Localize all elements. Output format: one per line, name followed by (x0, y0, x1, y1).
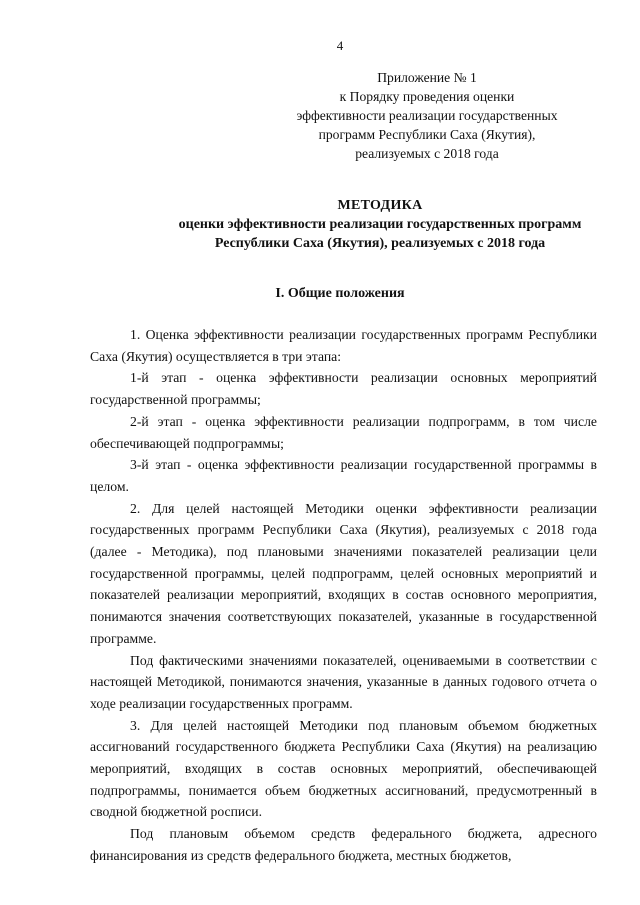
paragraph: 3-й этап - оценка эффективности реализации государственной программы в целом. (90, 457, 597, 494)
paragraph: 3. Для целей настоящей Методики под плановым объемом бюджетных ассигнований государственного бюджета Республики Саха (Якутия) на реализацию мероприятий, входящих в состав основных мероприятий, обеспечивающей подпрограммы, понимается объем бюджетных ассигнований, предусмотренный в сводной бюджетной росписи. (90, 717, 597, 820)
title-line: оценки эффективности реализации государственных программ (178, 217, 582, 232)
appendix-line: Приложение № 1 (377, 70, 477, 85)
document-title (60, 196, 640, 253)
section-heading: I. Общие положения (275, 286, 405, 301)
body-text (90, 324, 597, 867)
paragraph: Под фактическими значениями показателей, оцениваемыми в соответствии с настоящей Методикой, понимаются значения, указанные в данных годового отчета о ходе реализации государственных программ. (90, 652, 597, 711)
paragraph: 1. Оценка эффективности реализации государственных программ Республики Саха (Якутия) осуществляется в три этапа: (90, 327, 597, 364)
title-main: МЕТОДИКА (337, 198, 423, 213)
paragraph: 2. Для целей настоящей Методики оценки эффективности реализации государственных программ Республики Саха (Якутия), реализуемых с 2018 года (далее - Методика), под плановыми значениями показателей реализации цели государственной программы, целей подпрограмм, целей основных мероприятий и показателей реализации мероприятий, входящих в состав основного мероприятия, понимаются значения соответствующих показателей, указанные в государственной программе. (90, 500, 597, 646)
appendix-reference (262, 68, 592, 163)
page-number: 4 (336, 38, 344, 53)
appendix-line: эффективности реализации государственных (296, 108, 558, 123)
paragraph: Под плановым объемом средств федерального бюджета, адресного финансирования из средств федерального бюджета, местных бюджетов, (90, 826, 597, 863)
appendix-line: программ Республики Саха (Якутия), (318, 127, 536, 142)
paragraph: 1-й этап - оценка эффективности реализации основных мероприятий государственной программы; (90, 370, 597, 408)
title-line: Республики Саха (Якутия), реализуемых с 2018 года (214, 236, 546, 251)
appendix-line: к Порядку проведения оценки (339, 89, 515, 104)
paragraph: 2-й этап - оценка эффективности реализации подпрограмм, в том числе обеспечивающей подпрограммы; (90, 413, 597, 451)
appendix-line: реализуемых с 2018 года (355, 146, 499, 161)
